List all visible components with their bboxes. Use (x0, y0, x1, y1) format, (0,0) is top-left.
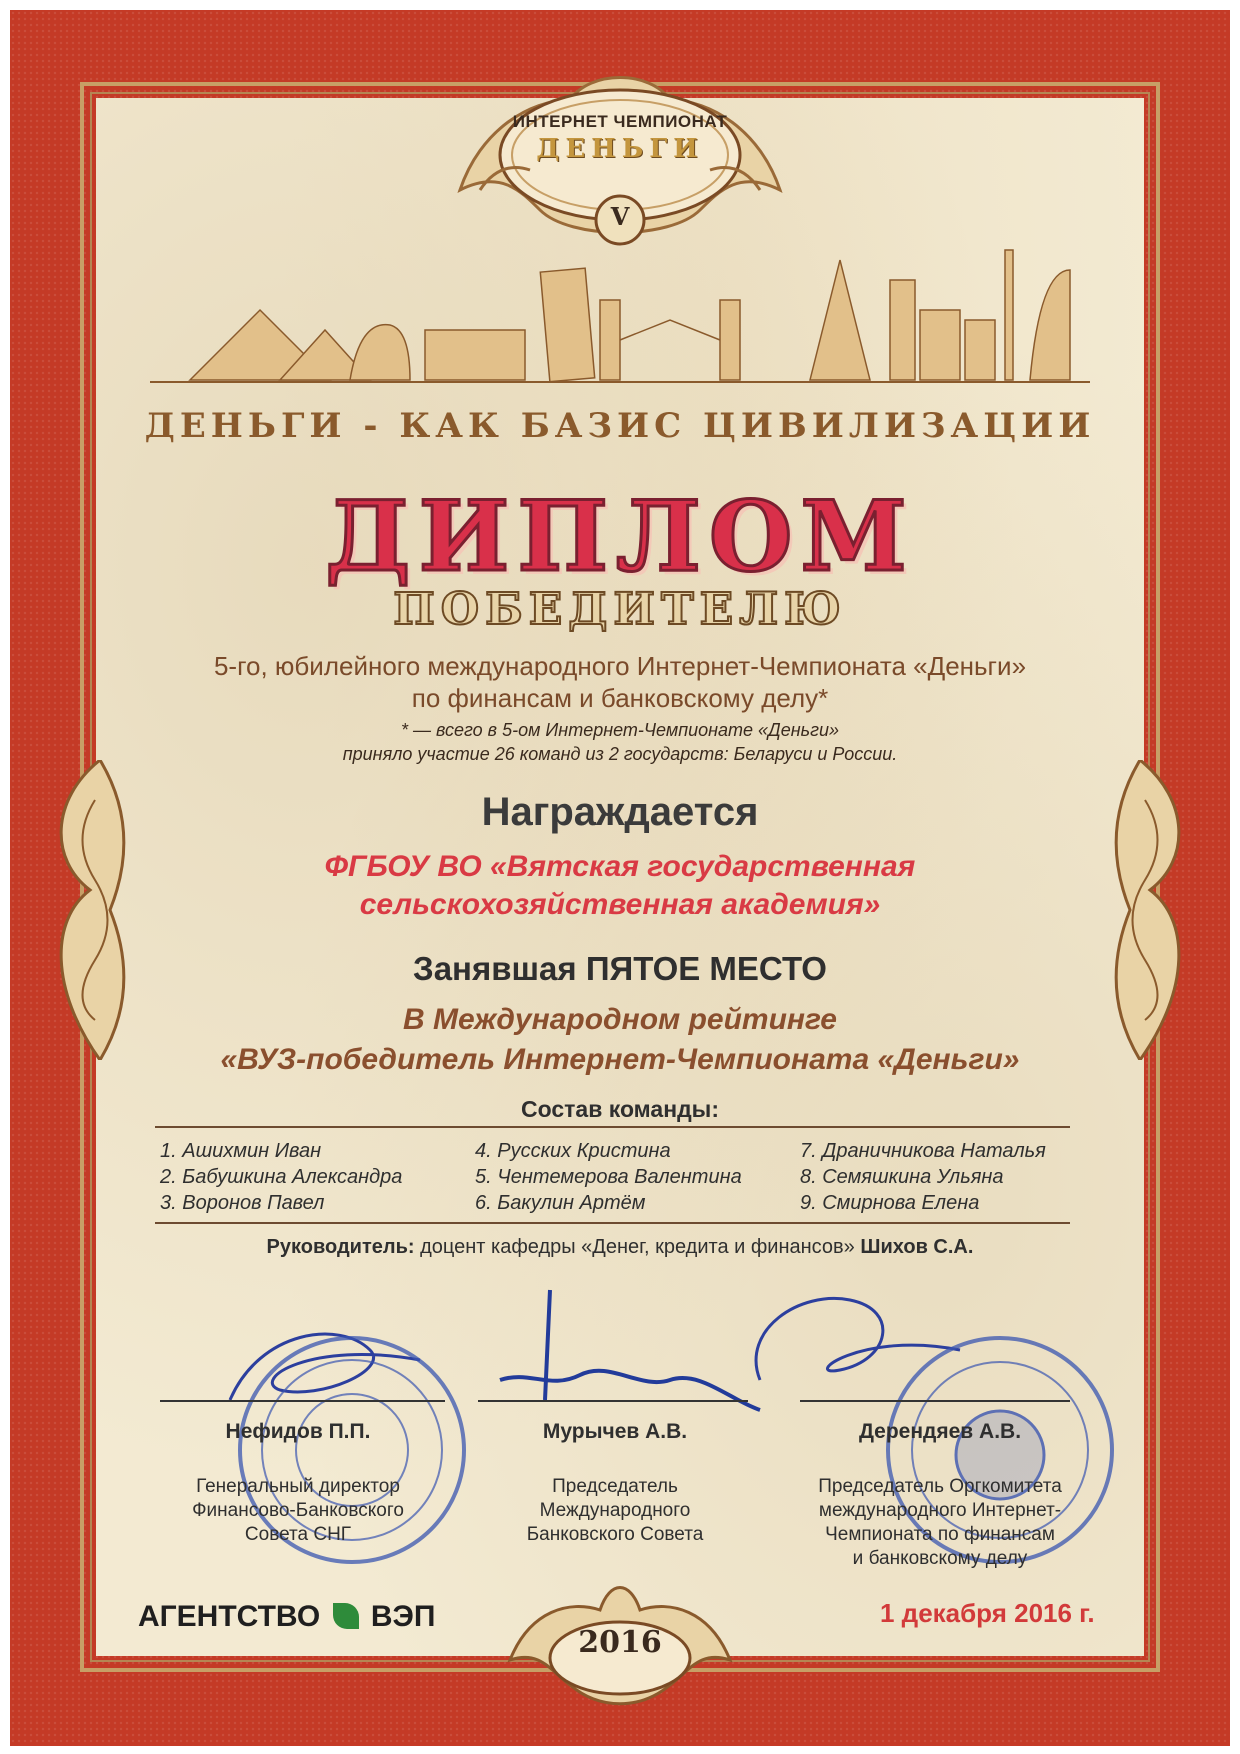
note-line-2: приняло участие 26 команд из 2 государств: Беларуси и России. (342, 744, 898, 764)
team-member: 9. Смирнова Елена (800, 1192, 980, 1214)
team-leader (100, 1236, 1140, 1259)
logo-line-1: ИНТЕРНЕТ ЧЕМПИОНАТ (512, 112, 728, 131)
event-line-1: 5-го, юбилейного международного Интернет-Чемпионата «Деньги» (213, 651, 1027, 681)
rating-text (100, 1000, 1140, 1080)
team-bottom-divider (155, 1222, 1070, 1224)
signatory-2-role (465, 1475, 765, 1547)
participation-note (100, 718, 1140, 766)
event-description (100, 650, 1140, 714)
leader-label: Руководитель: (266, 1236, 415, 1258)
signature-line-1 (160, 1400, 445, 1402)
leader-position: доцент кафедры «Денег, кредита и финансов» (420, 1236, 855, 1258)
leaf-icon (333, 1603, 359, 1629)
year-badge: 2016 (578, 1625, 662, 1660)
event-line-2: по финансам и банковскому делу* (411, 683, 829, 713)
team-member: 2. Бабушкина Александра (160, 1166, 403, 1188)
role-line: Генеральный директор (196, 1476, 400, 1497)
signature-line-3 (800, 1400, 1070, 1402)
org-line-1: ФГБОУ ВО «Вятская государственная (324, 850, 916, 883)
slogan: ДЕНЬГИ - КАК БАЗИС ЦИВИЛИЗАЦИИ (144, 406, 1096, 446)
team-heading: Состав команды: (521, 1096, 719, 1122)
note-line-1: * — всего в 5-ом Интернет-Чемпионате «Деньги» (400, 720, 840, 740)
team-column-3 (800, 1138, 1046, 1216)
team-member: 4. Русских Кристина (475, 1140, 671, 1162)
role-line: Совета СНГ (244, 1524, 352, 1545)
org-line-2: сельскохозяйственная академия» (359, 888, 881, 921)
leader-name: Шихов С.А. (860, 1236, 974, 1258)
awarded-organization (100, 848, 1140, 924)
team-member: 8. Семяшкина Ульяна (800, 1166, 1004, 1188)
signatory-1-role (148, 1475, 448, 1547)
signatory-1-name: Нефидов П.П. (225, 1420, 371, 1443)
role-line: Чемпионата по финансам (825, 1524, 1055, 1545)
role-line: Финансово-Банковского (192, 1500, 404, 1521)
team-member: 6. Бакулин Артём (475, 1192, 646, 1214)
role-line: международного Интернет- (818, 1500, 1062, 1521)
role-line: Банковского Совета (526, 1524, 704, 1545)
agency-logo (138, 1600, 435, 1634)
agency-text-left: АГЕНТСТВО (138, 1600, 321, 1633)
role-line: Международного (539, 1500, 691, 1521)
logo-line-2: ДЕНЬГИ (536, 134, 704, 164)
role-line: и банковскому делу (852, 1548, 1028, 1569)
team-top-divider (155, 1126, 1070, 1128)
diploma-subtitle: ПОБЕДИТЕЛЮ (393, 584, 847, 635)
rating-line-2: «ВУЗ-победитель Интернет-Чемпионата «Деньги» (220, 1043, 1020, 1076)
signatory-3-role (790, 1475, 1090, 1571)
edition-number: V (610, 202, 630, 231)
signatory-2-name: Мурычев А.В. (542, 1420, 688, 1443)
team-column-1 (160, 1138, 402, 1216)
signature-line-2 (478, 1400, 748, 1402)
rating-line-1: В Международном рейтинге (403, 1003, 837, 1036)
team-member: 7. Драничникова Наталья (800, 1140, 1046, 1162)
awarded-heading: Награждается (481, 790, 759, 834)
world-landmarks-skyline-illustration (150, 240, 1090, 400)
role-line: Председатель Оргкомитета (818, 1476, 1062, 1497)
team-member: 3. Воронов Павел (160, 1192, 325, 1214)
agency-text-right: ВЭП (370, 1600, 436, 1633)
championship-logo (500, 112, 740, 164)
diploma-title: ДИПЛОМ (325, 480, 915, 593)
place-text: Занявшая ПЯТОЕ МЕСТО (413, 950, 827, 987)
signature-murychev (490, 1280, 770, 1420)
team-member: 1. Ашихмин Иван (160, 1140, 322, 1162)
team-member: 5. Чентемерова Валентина (475, 1166, 742, 1188)
issue-date: 1 декабря 2016 г. (880, 1598, 1095, 1628)
role-line: Председатель (552, 1476, 678, 1497)
team-column-2 (475, 1138, 742, 1216)
signatory-3-name: Дерендяев А.В. (858, 1420, 1022, 1443)
